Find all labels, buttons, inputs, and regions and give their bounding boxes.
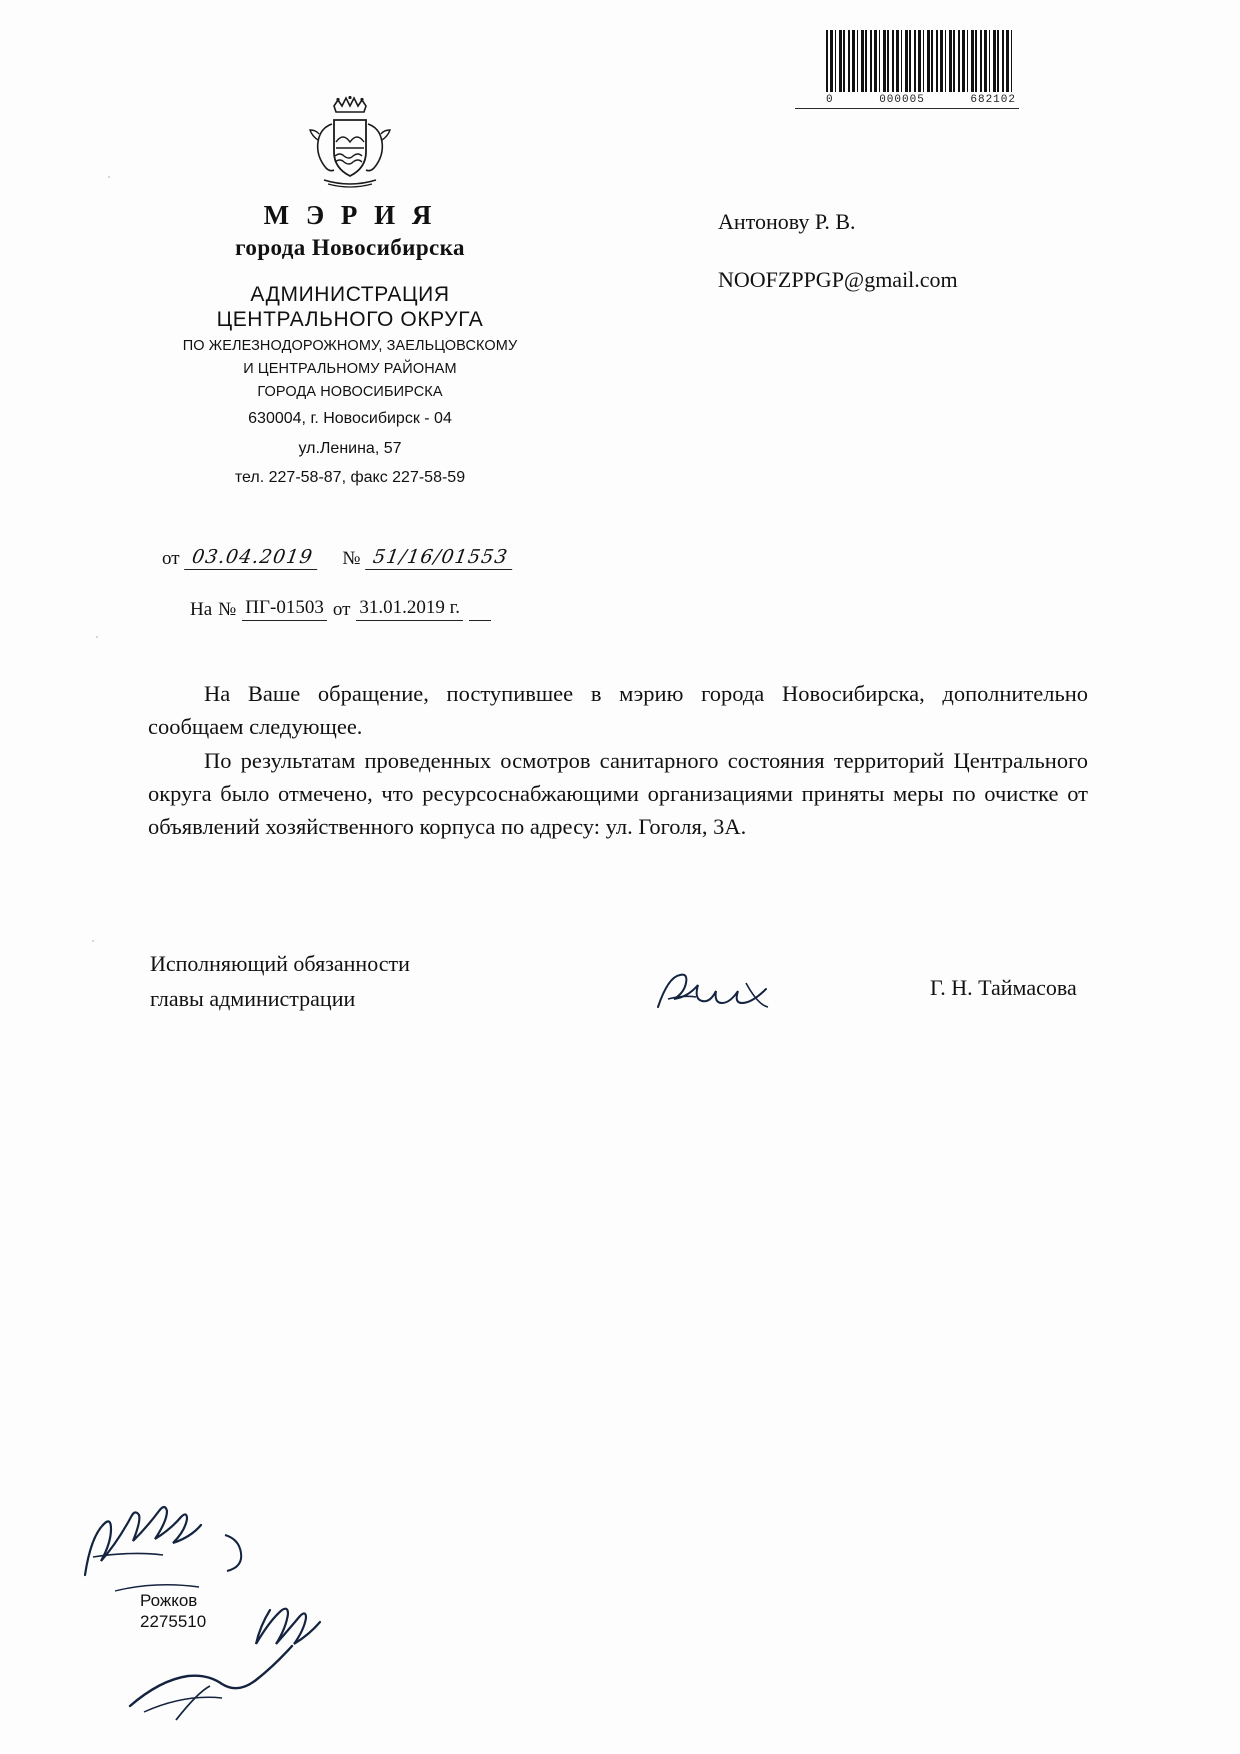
outgoing-reference bbox=[162, 546, 513, 570]
executor-phone: 2275510 bbox=[140, 1612, 207, 1632]
administration-line-2: ЦЕНТРАЛЬНОГО ОКРУГА bbox=[216, 308, 484, 331]
outgoing-number-value: 51/16/01553 bbox=[365, 546, 516, 570]
incoming-reference bbox=[190, 597, 491, 621]
districts-line-1: ПО ЖЕЛЕЗНОДОРОЖНОМУ, ЗАЕЛЬЦОВСКОМУ bbox=[182, 338, 518, 354]
addressee-name: Антонову Р. В. bbox=[718, 209, 856, 234]
body-paragraph-2: По результатам проведенных осмотров санитарного состояния территорий Центрального округа было отмечено, что ресурсоснабжающими организациями приняты меры по очистке от объявлений хозяйственного корпуса по адресу: ул. Гоголя, 3А. bbox=[148, 748, 1088, 839]
body-paragraph-1: На Ваше обращение, поступившее в мэрию города Новосибирска, дополнительно сообщаем следующее. bbox=[148, 681, 1088, 739]
signer-name: Г. Н. Таймасова bbox=[930, 975, 1077, 1000]
coat-of-arms-icon bbox=[304, 96, 396, 192]
barcode-digits bbox=[826, 94, 1016, 106]
districts-line-3: ГОРОДА НОВОСИБИРСКА bbox=[257, 384, 443, 401]
address-line-2: ул.Ленина, 57 bbox=[298, 439, 402, 457]
districts-line-2: И ЦЕНТРАЛЬНОМУ РАЙОНАМ bbox=[243, 361, 457, 378]
barcode-prefix: 0 bbox=[826, 94, 834, 106]
scan-artifact bbox=[92, 940, 94, 942]
barcode bbox=[826, 30, 1016, 106]
incoming-number-value: ПГ-01503 bbox=[242, 597, 327, 621]
address-line-1: 630004, г. Новосибирск - 04 bbox=[248, 410, 452, 428]
organization-city: города Новосибирска bbox=[235, 235, 465, 260]
scan-artifact bbox=[96, 636, 98, 638]
incoming-date-label: от bbox=[332, 599, 351, 620]
handwritten-signature bbox=[650, 955, 820, 1025]
signer-position bbox=[150, 946, 410, 1016]
incoming-blank-line bbox=[469, 620, 491, 621]
executor-signature-bottom bbox=[120, 1600, 370, 1730]
outgoing-date-value: 03.04.2019 bbox=[184, 546, 321, 570]
administration-line-1: АДМИНИСТРАЦИЯ bbox=[250, 283, 450, 306]
outgoing-date-label: от bbox=[162, 548, 180, 569]
addressee-email: NOOFZPPGP@gmail.com bbox=[718, 267, 958, 292]
letter-body bbox=[148, 678, 1088, 843]
barcode-bars bbox=[826, 30, 1012, 92]
signer-position-line-1: Исполняющий обязанности bbox=[150, 951, 410, 976]
barcode-right-digits: 682102 bbox=[970, 94, 1016, 106]
outgoing-number-label: № bbox=[342, 548, 361, 569]
barcode-underline bbox=[795, 108, 1019, 109]
letterhead bbox=[140, 96, 560, 489]
executor-name: Рожков bbox=[140, 1591, 198, 1610]
incoming-number-label: № bbox=[218, 599, 237, 620]
organization-name: М Э Р И Я bbox=[263, 200, 437, 230]
incoming-prefix: На bbox=[190, 599, 213, 620]
signer-position-line-2: главы администрации bbox=[150, 986, 356, 1012]
addressee-block bbox=[718, 200, 958, 302]
scan-artifact bbox=[108, 176, 110, 178]
incoming-date-value: 31.01.2019 г. bbox=[356, 597, 463, 621]
barcode-left-digits: 000005 bbox=[879, 94, 925, 106]
address-line-3: тел. 227-58-87, факс 227-58-59 bbox=[234, 468, 466, 486]
